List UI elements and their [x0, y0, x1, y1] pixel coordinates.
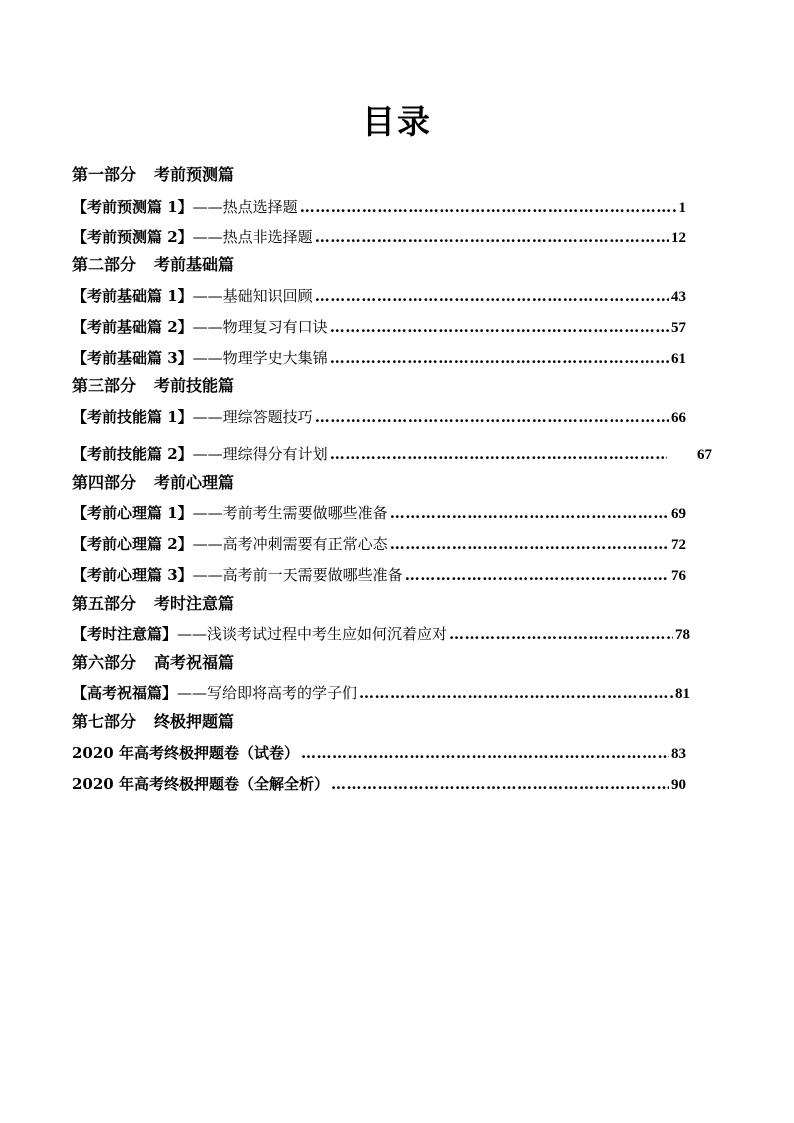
dot-leader — [330, 316, 669, 338]
page-number: 72 — [671, 537, 686, 553]
part-heading-6 — [72, 652, 234, 674]
entry-title: ——热点选择题 — [192, 198, 298, 216]
part-name: 考前基础篇 — [154, 255, 235, 274]
toc-entry[interactable] — [72, 623, 690, 645]
entry-label: 2020 年高考终极押题卷（试卷） — [72, 744, 299, 762]
part-name: 高考祝福篇 — [154, 653, 235, 672]
part-number: 第七部分 — [72, 712, 137, 731]
entry-label: 【考时注意篇】 — [72, 625, 178, 643]
part-number: 第一部分 — [72, 165, 137, 184]
dot-leader — [330, 347, 669, 369]
part-number: 第六部分 — [72, 653, 137, 672]
entry-label: 【高考祝福篇】 — [72, 684, 178, 702]
part-heading-3 — [72, 375, 234, 397]
dot-leader — [390, 533, 669, 555]
entry-label: 【考前基础篇 1】 — [72, 287, 193, 305]
part-heading-7 — [72, 711, 234, 733]
entry-title: ——考前考生需要做哪些准备 — [192, 504, 388, 522]
toc-entry[interactable] — [72, 196, 686, 218]
toc-entry[interactable] — [72, 347, 686, 369]
entry-title: ——热点非选择题 — [192, 228, 313, 246]
page-number: 76 — [671, 568, 686, 584]
page-number: 1 — [678, 200, 686, 216]
dot-leader — [331, 773, 669, 795]
toc-entry[interactable] — [72, 226, 686, 248]
entry-title: ——物理复习有口诀 — [192, 318, 328, 336]
part-name: 考前预测篇 — [154, 165, 235, 184]
page-number: 67 — [697, 447, 712, 463]
dot-leader — [449, 623, 673, 645]
toc-entry[interactable] — [72, 406, 686, 428]
dot-leader — [359, 682, 673, 704]
entry-label: 【考前预测篇 1】 — [72, 198, 193, 216]
page-number: 57 — [671, 320, 686, 336]
part-number: 第五部分 — [72, 594, 137, 613]
entry-label: 【考前心理篇 3】 — [72, 566, 193, 584]
part-heading-5 — [72, 593, 234, 615]
entry-label: 【考前技能篇 1】 — [72, 408, 193, 426]
entry-label: 【考前技能篇 2】 — [72, 445, 193, 463]
toc-entry[interactable] — [72, 742, 686, 764]
entry-title: ——基础知识回顾 — [192, 287, 313, 305]
entry-label: 【考前基础篇 3】 — [72, 349, 193, 367]
toc-entry[interactable] — [72, 285, 686, 307]
page-number: 43 — [671, 289, 686, 305]
part-name: 终极押题篇 — [154, 712, 235, 731]
entry-title: ——写给即将高考的学子们 — [177, 684, 358, 702]
part-name: 考前技能篇 — [154, 376, 235, 395]
entry-label: 2020 年高考终极押题卷（全解全析） — [72, 775, 329, 793]
toc-entry[interactable] — [72, 316, 686, 338]
toc-entry[interactable] — [72, 443, 712, 465]
entry-label: 【考前心理篇 2】 — [72, 535, 193, 553]
toc-entry[interactable] — [72, 564, 686, 586]
page-number: 61 — [671, 351, 686, 367]
part-number: 第三部分 — [72, 376, 137, 395]
dot-leader — [315, 406, 669, 428]
part-heading-4 — [72, 472, 234, 494]
entry-label: 【考前基础篇 2】 — [72, 318, 193, 336]
dot-leader — [300, 196, 677, 218]
entry-label: 【考前心理篇 1】 — [72, 504, 193, 522]
entry-title: ——物理学史大集锦 — [192, 349, 328, 367]
dot-leader — [330, 443, 667, 465]
entry-title: ——理综得分有计划 — [192, 445, 328, 463]
toc-entry[interactable] — [72, 502, 686, 524]
entry-title: ——浅谈考试过程中考生应如何沉着应对 — [177, 625, 448, 643]
page-title: 目录 — [362, 102, 432, 141]
dot-leader — [390, 502, 669, 524]
part-number: 第四部分 — [72, 473, 137, 492]
part-heading-2 — [72, 254, 234, 276]
part-heading-1 — [72, 164, 234, 186]
page-number: 83 — [671, 746, 686, 762]
part-name: 考时注意篇 — [154, 594, 235, 613]
toc-entry[interactable] — [72, 533, 686, 555]
part-number: 第二部分 — [72, 255, 137, 274]
entry-title: ——高考前一天需要做哪些准备 — [192, 566, 403, 584]
page-number: 66 — [671, 410, 686, 426]
dot-leader — [315, 285, 669, 307]
entry-title: ——理综答题技巧 — [192, 408, 313, 426]
toc-entry[interactable] — [72, 773, 686, 795]
entry-title: ——高考冲刺需要有正常心态 — [192, 535, 388, 553]
dot-leader — [405, 564, 669, 586]
page-number: 81 — [675, 686, 690, 702]
page-number: 78 — [675, 627, 690, 643]
dot-leader — [301, 742, 669, 764]
entry-label: 【考前预测篇 2】 — [72, 228, 193, 246]
page-number: 12 — [671, 230, 686, 246]
toc-entry[interactable] — [72, 682, 690, 704]
page-number: 90 — [671, 777, 686, 793]
part-name: 考前心理篇 — [154, 473, 235, 492]
page-number: 69 — [671, 506, 686, 522]
dot-leader — [315, 226, 669, 248]
